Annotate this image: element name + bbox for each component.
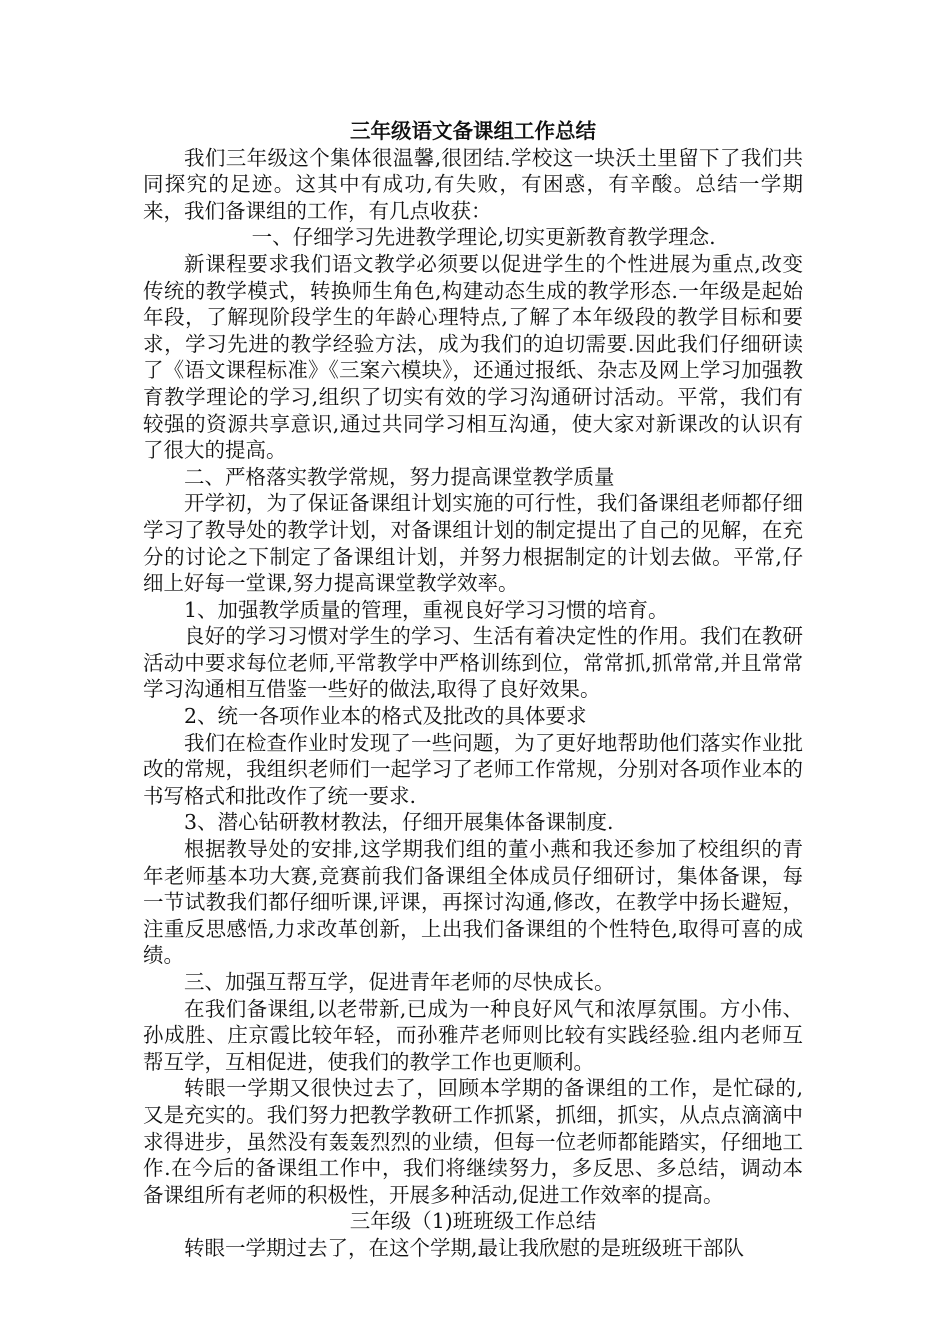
document-page bbox=[143, 118, 803, 1262]
intro-paragraph: 我们三年级这个集体很温馨,很团结.学校这一块沃土里留下了我们共同探究的足迹。这其中有成功,有失败，有困惑，有辛酸。总结一学期来，我们备课组的工作，有几点收获： bbox=[143, 145, 803, 223]
paragraph-routine: 开学初，为了保证备课组计划实施的可行性，我们备课组老师都仔细学习了教导处的教学计划，对备课组计划的制定提出了自己的见解，在充分的讨论之下制定了备课组计划，并努力根据制定的计划去做。平常,仔细上好每一堂课,努力提高课堂教学效率。 bbox=[143, 491, 803, 596]
paragraph-habits: 良好的学习习惯对学生的学习、生活有着决定性的作用。我们在教研活动中要求每位老师,平常教学中严格训练到位，常常抓,抓常常,并且常常学习沟通相互借鉴一些好的做法,取得了良好效果。 bbox=[143, 624, 803, 702]
paragraph-lesson-prep: 根据教导处的安排,这学期我们组的董小燕和我还参加了校组织的青年老师基本功大赛,竞赛前我们备课组全体成员仔细研讨，集体备课，每一节试教我们都仔细听课,评课，再探讨沟通,修改，在教学中扬长避短，注重反思感悟,力求改革创新，上出我们备课组的个性特色,取得可喜的成绩。 bbox=[143, 837, 803, 968]
subheading-3: 3、潜心钻研教材教法，仔细开展集体备课制度. bbox=[184, 810, 614, 835]
document-title: 三年级语文备课组工作总结 bbox=[350, 119, 596, 143]
paragraph-mentoring: 在我们备课组,以老带新,已成为一种良好风气和浓厚氛围。方小伟、孙成胜、庄京霞比较年轻，而孙雅芹老师则比较有实践经验.组内老师互帮互学，互相促进，使我们的教学工作也更顺利。 bbox=[143, 996, 803, 1074]
section-heading-2: 二、严格落实教学常规，努力提高课堂教学质量 bbox=[184, 464, 615, 489]
subheading-2: 2、统一各项作业本的格式及批改的具体要求 bbox=[184, 704, 587, 729]
paragraph-conclusion: 转眼一学期又很快过去了，回顾本学期的备课组的工作，是忙碌的,又是充实的。我们努力把教学教研工作抓紧，抓细，抓实，从点点滴滴中求得进步，虽然没有轰轰烈烈的业绩，但每一位老师都能踏实，仔细地工作.在今后的备课组工作中，我们将继续努力，多反思、多总结，调动本备课组所有老师的积极性，开展多种活动,促进工作效率的提高。 bbox=[143, 1076, 803, 1207]
section-heading-1: 一、仔细学习先进教学理论,切实更新教育教学理念. bbox=[251, 225, 716, 250]
paragraph-theory: 新课程要求我们语文教学必须要以促进学生的个性进展为重点,改变传统的教学模式，转换师生角色,构建动态生成的教学形态.一年级是起始年段，了解现阶段学生的年龄心理特点,了解了本年级段的教学目标和要求，学习先进的教学经验方法，成为我们的迫切需要.因此我们仔细研读了《语文课程标准》《三案六模块》，还通过报纸、杂志及网上学习加强教育教学理论的学习,组织了切实有效的学习沟通研讨活动。平常，我们有较强的资源共享意识,通过共同学习相互沟通，使大家对新课改的认识有了很大的提高。 bbox=[143, 251, 803, 463]
subheading-1: 1、加强教学质量的管理，重视良好学习习惯的培育。 bbox=[184, 597, 669, 622]
paragraph-class-summary: 转眼一学期过去了，在这个学期,最让我欣慰的是班级班干部队 bbox=[184, 1235, 745, 1260]
paragraph-homework: 我们在检查作业时发现了一些问题，为了更好地帮助他们落实作业批改的常规，我组织老师们一起学习了老师工作常规，分别对各项作业本的书写格式和批改作了统一要求. bbox=[143, 730, 803, 808]
second-document-title: 三年级（1)班班级工作总结 bbox=[349, 1209, 597, 1234]
section-heading-3: 三、加强互帮互学，促进青年老师的尽快成长。 bbox=[184, 970, 615, 994]
